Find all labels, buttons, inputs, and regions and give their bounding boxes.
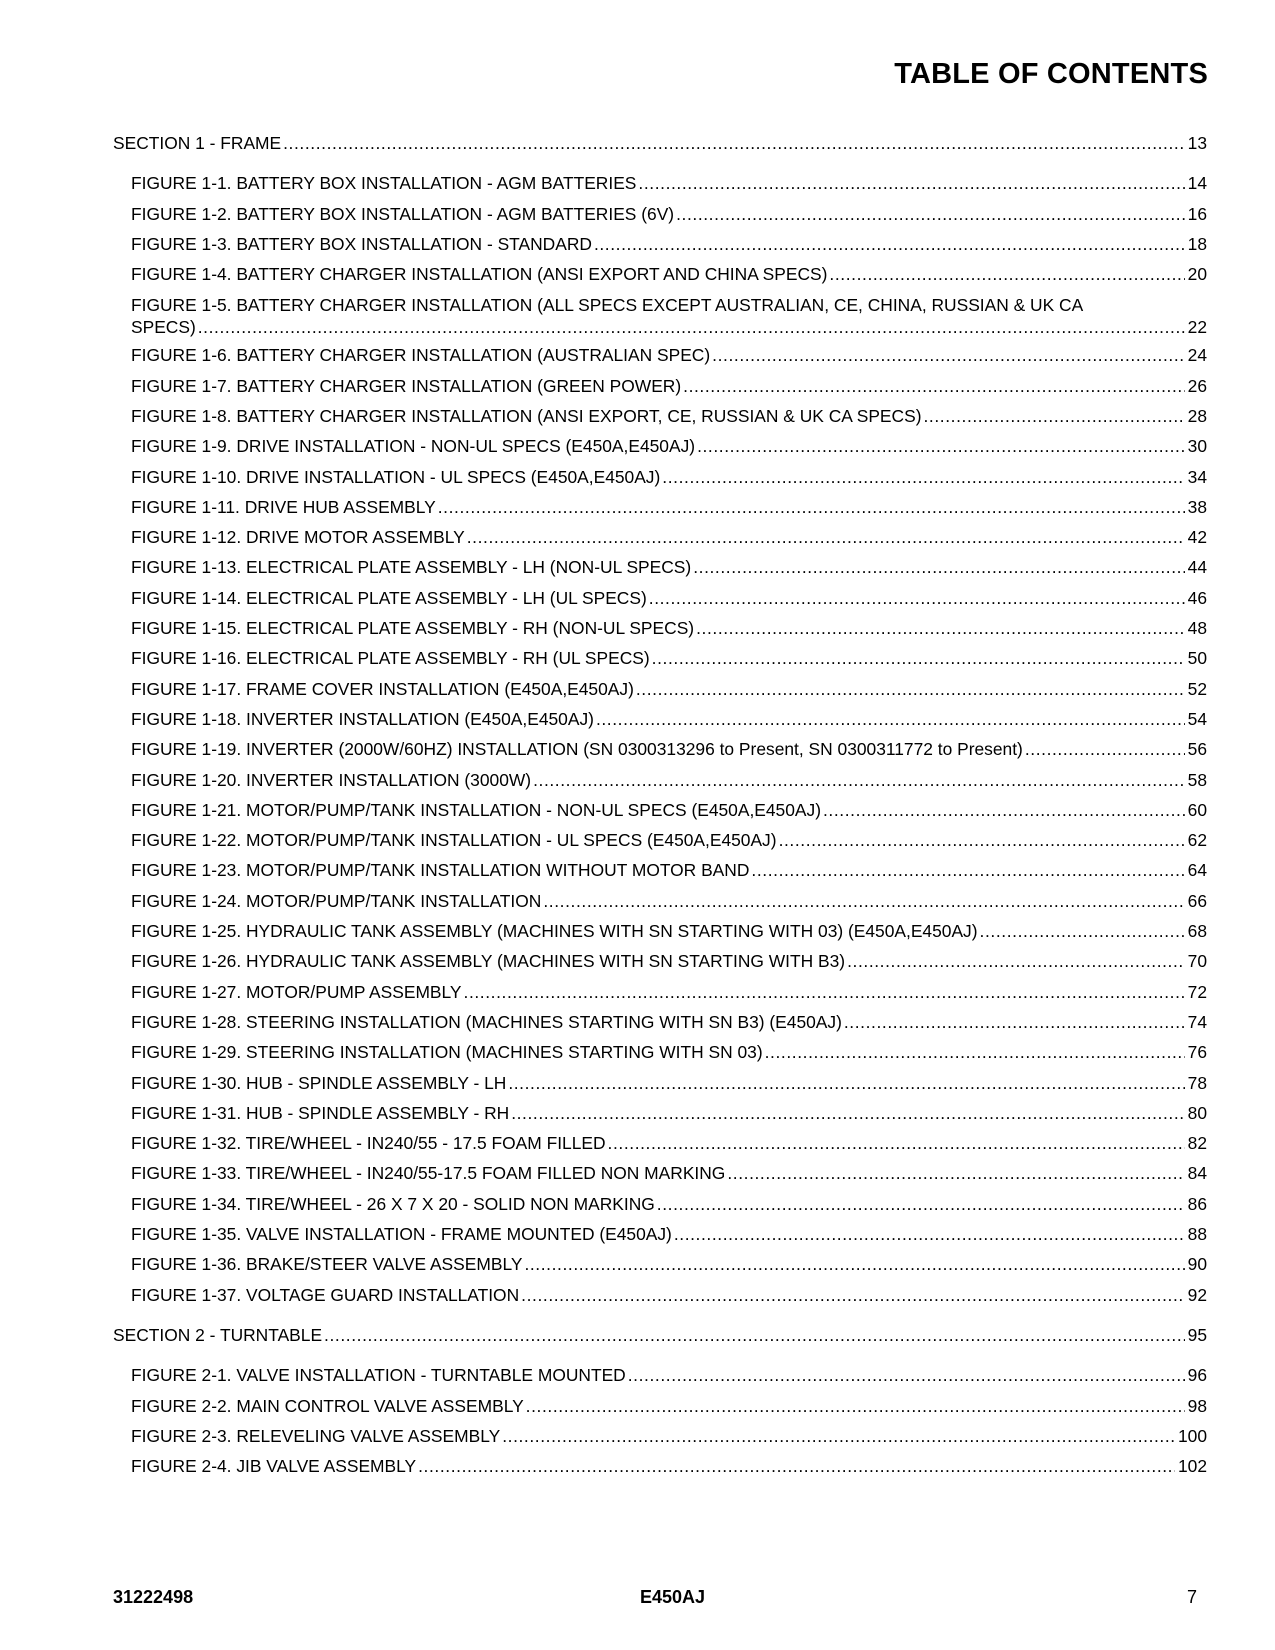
toc-entry-label: FIGURE 1-31. HUB - SPINDLE ASSEMBLY - RH — [131, 1102, 510, 1123]
toc-figure-entry[interactable] — [131, 587, 1207, 609]
toc-figure-entry[interactable] — [131, 344, 1207, 366]
toc-entry-page: 28 — [1187, 405, 1207, 426]
dot-leader — [418, 1455, 1175, 1477]
toc-entry-page: 34 — [1187, 466, 1207, 487]
toc-entry-label: FIGURE 1-24. MOTOR/PUMP/TANK INSTALLATION — [131, 890, 542, 911]
dot-leader — [324, 1324, 1185, 1346]
toc-entry-page: 90 — [1187, 1254, 1207, 1275]
toc-entry-label: FIGURE 1-32. TIRE/WHEEL - IN240/55 - 17.5 FOAM FILLED — [131, 1133, 606, 1154]
toc-figure-entry[interactable] — [131, 708, 1207, 730]
toc-entry-page: 13 — [1187, 133, 1207, 153]
toc-entry-label: FIGURE 1-21. MOTOR/PUMP/TANK INSTALLATION - NON-UL SPECS (E450A,E450AJ) — [131, 799, 821, 820]
dot-leader — [696, 617, 1185, 639]
toc-entry-page: 14 — [1187, 173, 1207, 194]
toc-entry-label: FIGURE 1-14. ELECTRICAL PLATE ASSEMBLY - LH (UL SPECS) — [131, 587, 647, 608]
dot-leader — [844, 1011, 1185, 1033]
dot-leader — [502, 1425, 1175, 1447]
toc-entry-page: 16 — [1187, 203, 1207, 224]
dot-leader — [608, 1132, 1185, 1154]
toc-figure-entry[interactable] — [131, 1284, 1207, 1306]
toc-entry-label: FIGURE 1-6. BATTERY CHARGER INSTALLATION (AUSTRALIAN SPEC) — [131, 345, 711, 366]
toc-entry-page: 46 — [1187, 587, 1207, 608]
dot-leader — [283, 132, 1185, 154]
toc-figure-entry[interactable] — [131, 1395, 1207, 1417]
toc-entry-page: 72 — [1187, 981, 1207, 1002]
toc-entry-page: 66 — [1187, 890, 1207, 911]
toc-entry-page: 95 — [1187, 1324, 1207, 1345]
toc-entry-label: FIGURE 1-16. ELECTRICAL PLATE ASSEMBLY - RH (UL SPECS) — [131, 648, 650, 669]
dot-leader — [524, 1253, 1184, 1275]
dot-leader — [628, 1364, 1185, 1386]
toc-entry-page: 102 — [1177, 1456, 1207, 1477]
toc-figure-entry[interactable] — [131, 1011, 1207, 1033]
toc-entry-page: 82 — [1187, 1133, 1207, 1154]
dot-leader — [533, 769, 1185, 791]
toc-figure-entry[interactable] — [131, 859, 1207, 881]
toc-figure-entry[interactable] — [131, 556, 1207, 578]
toc-entry-page: 74 — [1187, 1011, 1207, 1032]
toc-figure-entry[interactable] — [131, 738, 1207, 760]
footer-model: E450AJ — [640, 1587, 706, 1607]
toc-entry-page: 78 — [1187, 1072, 1207, 1093]
toc-figure-entry[interactable] — [131, 1162, 1207, 1184]
toc-entry-label: FIGURE 1-9. DRIVE INSTALLATION - NON-UL SPECS (E450A,E450AJ) — [131, 436, 696, 457]
toc-entry-page: 68 — [1187, 921, 1207, 941]
toc-entry-label-line1: FIGURE 1-5. BATTERY CHARGER INSTALLATION (ALL SPECS EXCEPT AUSTRALIAN, CE, CHINA, RUSSIAN & UK CA — [131, 294, 1084, 315]
toc-entry-label: FIGURE 1-7. BATTERY CHARGER INSTALLATION (GREEN POWER) — [131, 375, 682, 396]
dot-leader — [823, 799, 1185, 821]
dot-leader — [543, 890, 1184, 912]
toc-entry-label: FIGURE 1-28. STEERING INSTALLATION (MACHINES STARTING WITH SN B3) (E450AJ) — [131, 1011, 842, 1032]
toc-entry-label: FIGURE 1-12. DRIVE MOTOR ASSEMBLY — [131, 527, 465, 548]
toc-entry-page: 76 — [1187, 1042, 1207, 1063]
toc-figure-entry[interactable] — [131, 920, 1207, 942]
dot-leader — [712, 344, 1185, 366]
toc-entry-page: 48 — [1187, 618, 1207, 638]
toc-figure-entry[interactable] — [131, 829, 1207, 851]
dot-leader — [674, 1223, 1185, 1245]
toc-figure-entry[interactable] — [131, 172, 1207, 194]
toc-figure-entry[interactable] — [131, 233, 1207, 255]
dot-leader — [829, 263, 1184, 285]
toc-figure-entry[interactable] — [131, 375, 1207, 397]
toc-entry-label: FIGURE 1-35. VALVE INSTALLATION - FRAME MOUNTED (E450AJ) — [131, 1224, 672, 1244]
toc-figure-entry[interactable] — [131, 1132, 1207, 1154]
dot-leader — [652, 647, 1185, 669]
toc-entry-page: 60 — [1187, 799, 1207, 820]
toc-entry-page: 100 — [1177, 1425, 1207, 1446]
dot-leader — [657, 1193, 1185, 1215]
toc-entry-label: FIGURE 1-4. BATTERY CHARGER INSTALLATION (ANSI EXPORT AND CHINA SPECS) — [131, 264, 828, 285]
toc-entry-page: 92 — [1187, 1284, 1207, 1305]
dot-leader — [980, 920, 1185, 942]
toc-entry-label: SECTION 1 - FRAME — [113, 133, 282, 153]
toc-entry-page: 50 — [1187, 648, 1207, 669]
dot-leader — [923, 405, 1184, 427]
dot-leader — [676, 203, 1185, 225]
toc-entry-label: FIGURE 1-13. ELECTRICAL PLATE ASSEMBLY - LH (NON-UL SPECS) — [131, 557, 692, 578]
toc-entry-label: FIGURE 1-3. BATTERY BOX INSTALLATION - STANDARD — [131, 233, 592, 254]
toc-figure-entry[interactable] — [131, 526, 1207, 548]
toc-entry-label: SPECS) — [131, 316, 196, 337]
dot-leader — [779, 829, 1185, 851]
toc-section-entry[interactable] — [113, 1324, 1207, 1346]
dot-leader — [693, 556, 1184, 578]
toc-figure-entry[interactable] — [131, 1041, 1207, 1063]
toc-figure-entry[interactable] — [131, 950, 1207, 972]
toc-entry-page: 42 — [1187, 527, 1207, 548]
dot-leader — [198, 316, 1185, 338]
toc-figure-entry[interactable] — [131, 1253, 1207, 1275]
toc-figure-entry[interactable] — [131, 1425, 1207, 1447]
toc-figure-entry[interactable] — [131, 678, 1207, 700]
toc-entry-page: 54 — [1187, 708, 1207, 729]
toc-entry-label: FIGURE 2-4. JIB VALVE ASSEMBLY — [131, 1456, 417, 1477]
toc-entry-page: 24 — [1187, 345, 1207, 366]
dot-leader — [521, 1284, 1185, 1306]
toc-figure-entry[interactable] — [131, 1364, 1207, 1386]
toc-entry-page: 52 — [1187, 678, 1207, 699]
toc-figure-entry[interactable] — [131, 1223, 1207, 1245]
toc-entry-page: 58 — [1187, 769, 1207, 790]
toc-entry-label: FIGURE 1-25. HYDRAULIC TANK ASSEMBLY (MACHINES WITH SN STARTING WITH 03) (E450A,E450AJ) — [131, 921, 978, 941]
dot-leader — [467, 526, 1185, 548]
toc-entry-page: 18 — [1187, 233, 1207, 254]
toc-entry-label: FIGURE 2-1. VALVE INSTALLATION - TURNTABLE MOUNTED — [131, 1365, 626, 1386]
toc-entry-label: FIGURE 1-36. BRAKE/STEER VALVE ASSEMBLY — [131, 1254, 523, 1275]
toc-section-entry[interactable] — [113, 132, 1207, 154]
dot-leader — [697, 435, 1185, 457]
dot-leader — [683, 375, 1185, 397]
toc-figure-entry[interactable] — [131, 466, 1207, 488]
toc-entry-label: FIGURE 1-20. INVERTER INSTALLATION (3000W) — [131, 769, 532, 790]
dot-leader — [1025, 738, 1185, 760]
toc-figure-entry[interactable] — [131, 294, 1207, 338]
toc-entry-label: FIGURE 1-19. INVERTER (2000W/60HZ) INSTALLATION (SN 0300313296 to Present, SN 0300311772 to Present) — [131, 739, 1023, 760]
dot-leader — [508, 1072, 1184, 1094]
toc-entry-label: FIGURE 2-2. MAIN CONTROL VALVE ASSEMBLY — [131, 1395, 524, 1416]
toc-figure-entry[interactable] — [131, 1455, 1207, 1477]
toc-entry-label: FIGURE 1-15. ELECTRICAL PLATE ASSEMBLY - RH (NON-UL SPECS) — [131, 618, 695, 638]
dot-leader — [438, 496, 1185, 518]
toc-entry-page: 56 — [1187, 739, 1207, 760]
toc-entry-label: FIGURE 1-34. TIRE/WHEEL - 26 X 7 X 20 - SOLID NON MARKING — [131, 1193, 655, 1214]
footer-doc-number: 31222498 — [113, 1587, 194, 1607]
toc-entry-page: 98 — [1187, 1395, 1207, 1416]
dot-leader — [464, 981, 1185, 1003]
dot-leader — [511, 1102, 1184, 1124]
toc-entry-label: FIGURE 2-3. RELEVELING VALVE ASSEMBLY — [131, 1425, 501, 1446]
toc-entry-label: FIGURE 1-10. DRIVE INSTALLATION - UL SPECS (E450A,E450AJ) — [131, 466, 661, 487]
toc-entry-label: FIGURE 1-8. BATTERY CHARGER INSTALLATION (ANSI EXPORT, CE, RUSSIAN & UK CA SPECS) — [131, 405, 922, 426]
toc-entry-label: FIGURE 1-17. FRAME COVER INSTALLATION (E450A,E450AJ) — [131, 678, 634, 699]
dot-leader — [526, 1395, 1185, 1417]
toc-entry-label: FIGURE 1-33. TIRE/WHEEL - IN240/55-17.5 FOAM FILLED NON MARKING — [131, 1163, 726, 1184]
dot-leader — [751, 859, 1184, 881]
toc-figure-entry[interactable] — [131, 890, 1207, 912]
toc-entry-page: 88 — [1187, 1224, 1207, 1244]
toc-entry-label: FIGURE 1-22. MOTOR/PUMP/TANK INSTALLATION - UL SPECS (E450A,E450AJ) — [131, 830, 777, 851]
toc-figure-entry[interactable] — [131, 496, 1207, 518]
dot-leader — [847, 950, 1185, 972]
dot-leader — [649, 587, 1185, 609]
toc-entry-label: FIGURE 1-37. VOLTAGE GUARD INSTALLATION — [131, 1284, 520, 1305]
toc-entry-page: 84 — [1187, 1163, 1207, 1184]
toc-entry-page: 30 — [1187, 436, 1207, 457]
dot-leader — [636, 678, 1185, 700]
toc-entry-page: 70 — [1187, 951, 1207, 972]
toc-entry-page: 20 — [1187, 264, 1207, 285]
toc-entry-label: SECTION 2 - TURNTABLE — [113, 1324, 323, 1345]
toc-entry-page: 96 — [1187, 1365, 1207, 1386]
toc-figure-entry[interactable] — [131, 405, 1207, 427]
toc-entry-label: FIGURE 1-2. BATTERY BOX INSTALLATION - AGM BATTERIES (6V) — [131, 203, 675, 224]
toc-entry-label: FIGURE 1-29. STEERING INSTALLATION (MACHINES STARTING WITH SN 03) — [131, 1042, 763, 1063]
dot-leader — [662, 466, 1184, 488]
toc-entry-page: 38 — [1187, 496, 1207, 517]
dot-leader — [596, 708, 1185, 730]
page-title: TABLE OF CONTENTS — [894, 58, 1208, 90]
toc-entry-page: 62 — [1187, 830, 1207, 851]
toc-entry-page: 64 — [1187, 860, 1207, 881]
toc-figure-entry[interactable] — [131, 435, 1207, 457]
dot-leader — [594, 233, 1185, 255]
toc-figure-entry[interactable] — [131, 799, 1207, 821]
toc-entry-label: FIGURE 1-11. DRIVE HUB ASSEMBLY — [131, 496, 436, 517]
dot-leader — [638, 172, 1184, 194]
footer-page-number: 7 — [1187, 1587, 1198, 1607]
toc-figure-entry[interactable] — [131, 203, 1207, 225]
toc-entry-label: FIGURE 1-23. MOTOR/PUMP/TANK INSTALLATION WITHOUT MOTOR BAND — [131, 860, 750, 881]
toc-entry-label: FIGURE 1-27. MOTOR/PUMP ASSEMBLY — [131, 981, 462, 1002]
toc-entry-label: FIGURE 1-26. HYDRAULIC TANK ASSEMBLY (MACHINES WITH SN STARTING WITH B3) — [131, 951, 846, 972]
toc-entry-page: 22 — [1187, 316, 1207, 337]
toc-entry-page: 86 — [1187, 1193, 1207, 1214]
toc-entry-label: FIGURE 1-1. BATTERY BOX INSTALLATION - AGM BATTERIES — [131, 173, 637, 194]
toc-figure-entry[interactable] — [131, 647, 1207, 669]
toc-entry-page: 44 — [1187, 557, 1207, 578]
toc-entry-label: FIGURE 1-18. INVERTER INSTALLATION (E450A,E450AJ) — [131, 708, 594, 729]
toc-figure-entry[interactable] — [131, 263, 1207, 285]
toc-figure-entry[interactable] — [131, 1193, 1207, 1215]
toc-figure-entry[interactable] — [131, 617, 1207, 639]
toc-figure-entry[interactable] — [131, 769, 1207, 791]
toc-figure-entry[interactable] — [131, 1102, 1207, 1124]
toc-figure-entry[interactable] — [131, 981, 1207, 1003]
toc-entry-label: FIGURE 1-30. HUB - SPINDLE ASSEMBLY - LH — [131, 1072, 507, 1093]
dot-leader — [765, 1041, 1185, 1063]
toc-figure-entry[interactable] — [131, 1072, 1207, 1094]
dot-leader — [727, 1162, 1184, 1184]
toc-entry-page: 26 — [1187, 375, 1207, 396]
toc-entry-page: 80 — [1187, 1102, 1207, 1123]
